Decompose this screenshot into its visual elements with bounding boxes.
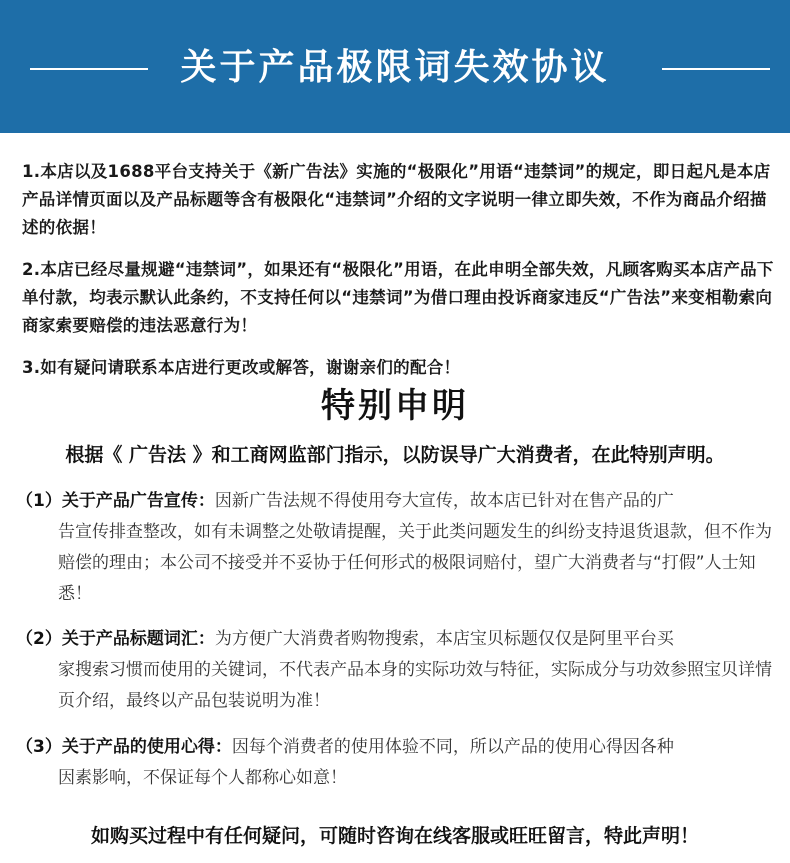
item-number: （3） xyxy=(16,737,62,757)
item-number: （2） xyxy=(16,629,62,649)
item-text-first: 因新广告法规不得使用夸大宣传，故本店已针对在售产品的广 xyxy=(214,491,674,511)
item-text-rest: 告宣传排查整改，如有未调整之处敬请提醒，关于此类问题发生的纠纷支持退货退款，但不作为赔偿的理由；本公司不接受并不妥协于任何形式的极限词赔付，望广大消费者与“打假”人士知悉！ xyxy=(58,522,772,604)
clause-3: 3.如有疑问请联系本店进行更改或解答，谢谢亲们的配合！ xyxy=(22,358,461,377)
notice-item-2 xyxy=(16,624,776,717)
item-label: 关于产品的使用心得： xyxy=(61,737,232,757)
item-number: （1） xyxy=(16,491,62,511)
clause-1: 1.本店以及1688平台支持关于《新广告法》实施的“极限化”用语“违禁词”的规定，即日起凡是本店产品详情页面以及产品标题等含有极限化“违禁词”介绍的文字说明一律立即失效，不作为商品介绍描述的依据！ xyxy=(22,162,771,237)
item-text-rest: 因素影响，不保证每个人都称心如意！ xyxy=(58,768,347,788)
special-notice-title: 特别申明 xyxy=(321,386,469,426)
agreement-clauses xyxy=(22,158,774,396)
notice-item-3 xyxy=(16,732,776,794)
item-text-rest: 家搜索习惯而使用的关键词，不代表产品本身的实际功效与特征，实际成分与功效参照宝贝详情页介绍，最终以产品包装说明为准！ xyxy=(58,660,772,711)
item-text-first: 为方便广大消费者购物搜索，本店宝贝标题仅仅是阿里平台买 xyxy=(214,629,674,649)
special-notice-intro: 根据《 广告法 》和工商网监部门指示，以防误导广大消费者，在此特别声明。 xyxy=(65,444,725,466)
item-text-first: 因每个消费者的使用体验不同，所以产品的使用心得因各种 xyxy=(231,737,674,757)
item-label: 关于产品广告宣传： xyxy=(61,491,215,511)
header-banner xyxy=(0,0,790,133)
clause-2: 2.本店已经尽量规避“违禁词”，如果还有“极限化”用语，在此申明全部失效，凡顾客购买本店产品下单付款，均表示默认此条约，不支持任何以“违禁词”为借口理由投诉商家违反“广告法”来变相勒索向商家索要赔偿的违法恶意行为！ xyxy=(22,260,774,335)
page-title: 关于产品极限词失效协议 xyxy=(180,47,610,88)
item-label: 关于产品标题词汇： xyxy=(61,629,215,649)
notice-item-1 xyxy=(16,486,776,610)
closing-statement: 如购买过程中有任何疑问，可随时咨询在线客服或旺旺留言，特此声明！ xyxy=(90,825,699,847)
header-rule-right xyxy=(662,68,770,70)
